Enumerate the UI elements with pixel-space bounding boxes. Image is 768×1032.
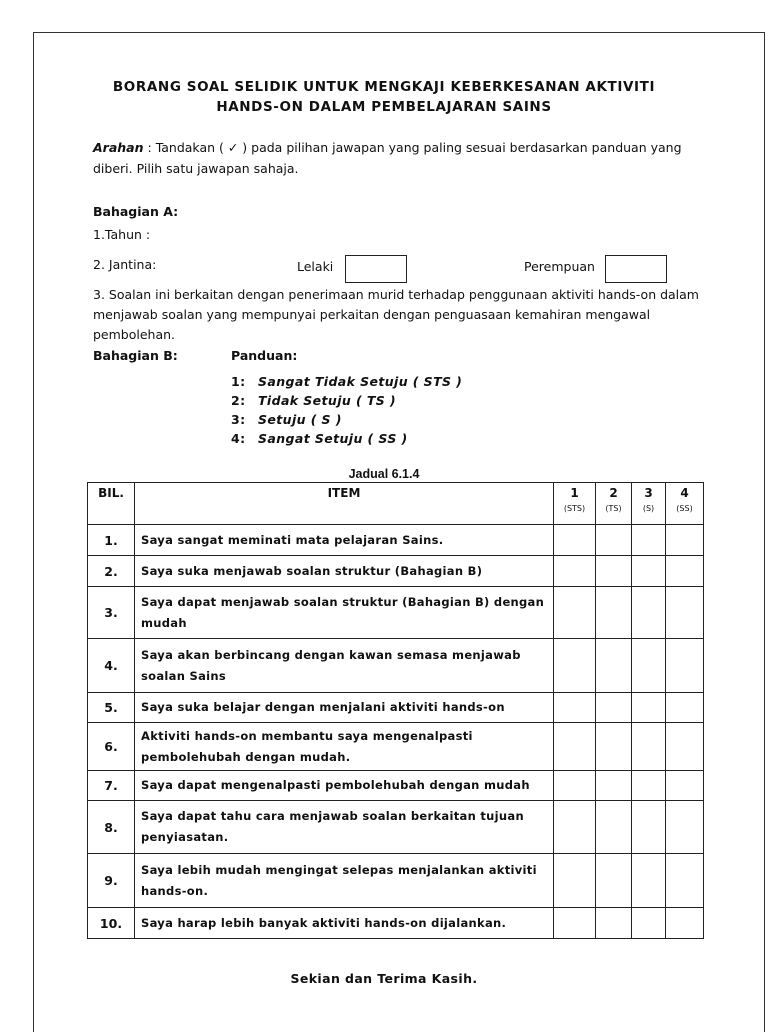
table-row [88,908,704,939]
answer-cell-ss[interactable] [666,693,704,723]
answer-cell-ss[interactable] [666,908,704,939]
header-col-1 [554,483,596,525]
year-field-label: 1.Tahun : [93,227,151,242]
table-row [88,639,704,693]
question-3-text: 3. Soalan ini berkaitan dengan penerimaan murid terhadap penggunaan aktiviti hands-on dalam menjawab soalan yang mempunyai perkaitan dengan penguasaan kemahiran mengawal pembolehan. [93,287,699,342]
female-checkbox[interactable] [605,255,667,283]
male-label: Lelaki [297,259,334,274]
answer-cell-sts[interactable] [554,693,596,723]
answer-cell-ss[interactable] [666,587,704,639]
header-col-num: 3 [644,486,653,500]
answer-cell-sts[interactable] [554,639,596,693]
answer-cell-ts[interactable] [596,639,632,693]
row-number: 2. [88,556,135,587]
instructions-text: Tandakan ( ✓ ) pada pilihan jawapan yang paling sesuai berdasarkan panduan yang diberi. Pilih satu jawapan sahaja. [93,140,682,176]
form-title-line-1: BORANG SOAL SELIDIK UNTUK MENGKAJI KEBERKESANAN AKTIVITI [112,79,656,95]
row-item-text: Saya dapat tahu cara menjawab soalan berkaitan tujuan penyiasatan. [135,801,554,854]
answer-cell-ss[interactable] [666,854,704,908]
answer-cell-ts[interactable] [596,525,632,556]
answer-cell-s[interactable] [632,639,666,693]
header-col-sub: (SS) [676,504,693,513]
guide-num: 3: [231,412,246,427]
answer-cell-s[interactable] [632,771,666,801]
row-item-text: Saya harap lebih banyak aktiviti hands-on dijalankan. [135,908,554,939]
answer-cell-ts[interactable] [596,723,632,771]
section-b-heading: Bahagian B: [93,348,178,363]
row-item-text: Saya dapat mengenalpasti pembolehubah dengan mudah [135,771,554,801]
answer-cell-ss[interactable] [666,801,704,854]
header-col-4 [666,483,704,525]
instructions-separator: : [143,140,156,155]
row-number: 9. [88,854,135,908]
guide-item [231,431,408,446]
closing-text: Sekian dan Terima Kasih. [290,971,478,986]
answer-cell-ts[interactable] [596,771,632,801]
answer-cell-s[interactable] [632,525,666,556]
answer-cell-sts[interactable] [554,525,596,556]
answer-cell-s[interactable] [632,908,666,939]
header-col-sub: (TS) [605,504,622,513]
section-a-heading: Bahagian A: [93,204,179,219]
female-label: Perempuan [524,259,595,274]
row-item-text: Saya sangat meminati mata pelajaran Sains. [135,525,554,556]
answer-cell-sts[interactable] [554,801,596,854]
answer-cell-ts[interactable] [596,908,632,939]
answer-cell-sts[interactable] [554,771,596,801]
guide-heading: Panduan: [231,348,298,363]
guide-item [231,374,462,389]
row-number: 7. [88,771,135,801]
survey-table [87,482,704,939]
guide-num: 4: [231,431,246,446]
header-col-num: 1 [570,486,579,500]
table-row [88,771,704,801]
answer-cell-ts[interactable] [596,693,632,723]
answer-cell-sts[interactable] [554,854,596,908]
table-row [88,854,704,908]
answer-cell-ts[interactable] [596,801,632,854]
answer-cell-sts[interactable] [554,587,596,639]
header-col-sub: (STS) [563,504,586,513]
answer-cell-ss[interactable] [666,639,704,693]
male-checkbox[interactable] [345,255,407,283]
table-caption: Jadual 6.1.4 [348,467,420,481]
answer-cell-s[interactable] [632,693,666,723]
table-row [88,587,704,639]
answer-cell-ss[interactable] [666,525,704,556]
row-item-text: Saya dapat menjawab soalan struktur (Bahagian B) dengan mudah [135,587,554,639]
answer-cell-ss[interactable] [666,723,704,771]
row-item-text: Saya suka belajar dengan menjalani aktiviti hands-on [135,693,554,723]
row-item-text: Saya lebih mudah mengingat selepas menjalankan aktiviti hands-on. [135,854,554,908]
form-title-line-2: HANDS-ON DALAM PEMBELAJARAN SAINS [216,99,552,115]
guide-text: Setuju ( S ) [258,412,342,427]
header-col-3 [632,483,666,525]
table-row [88,693,704,723]
instructions [93,137,703,179]
answer-cell-s[interactable] [632,723,666,771]
guide-text: Tidak Setuju ( TS ) [258,393,397,408]
header-col-2 [596,483,632,525]
table-row [88,723,704,771]
header-col-num: 2 [609,486,618,500]
guide-item [231,393,396,408]
row-number: 10. [88,908,135,939]
row-number: 4. [88,639,135,693]
answer-cell-sts[interactable] [554,723,596,771]
answer-cell-sts[interactable] [554,908,596,939]
row-number: 8. [88,801,135,854]
answer-cell-ss[interactable] [666,556,704,587]
header-col-num: 4 [680,486,689,500]
header-item: ITEM [135,483,554,525]
header-bil: BIL. [88,483,135,525]
answer-cell-s[interactable] [632,801,666,854]
answer-cell-s[interactable] [632,556,666,587]
guide-text: Sangat Tidak Setuju ( STS ) [258,374,463,389]
answer-cell-s[interactable] [632,854,666,908]
answer-cell-ts[interactable] [596,556,632,587]
guide-text: Sangat Setuju ( SS ) [258,431,408,446]
guide-num: 1: [231,374,246,389]
row-number: 1. [88,525,135,556]
guide-item [231,412,342,427]
answer-cell-ts[interactable] [596,854,632,908]
gender-label: 2. Jantina: [93,257,157,272]
table-row [88,556,704,587]
row-number: 6. [88,723,135,771]
row-item-text: Saya suka menjawab soalan struktur (Bahagian B) [135,556,554,587]
answer-cell-sts[interactable] [554,556,596,587]
answer-cell-s[interactable] [632,587,666,639]
guide-num: 2: [231,393,246,408]
table-row [88,525,704,556]
table-header-row [88,483,704,525]
answer-cell-ss[interactable] [666,771,704,801]
row-number: 3. [88,587,135,639]
row-number: 5. [88,693,135,723]
instructions-label: Arahan [93,140,144,155]
answer-cell-ts[interactable] [596,587,632,639]
header-col-sub: (S) [642,504,655,513]
row-item-text: Aktiviti hands-on membantu saya mengenalpasti pembolehubah dengan mudah. [135,723,554,771]
row-item-text: Saya akan berbincang dengan kawan semasa menjawab soalan Sains [135,639,554,693]
table-row [88,801,704,854]
